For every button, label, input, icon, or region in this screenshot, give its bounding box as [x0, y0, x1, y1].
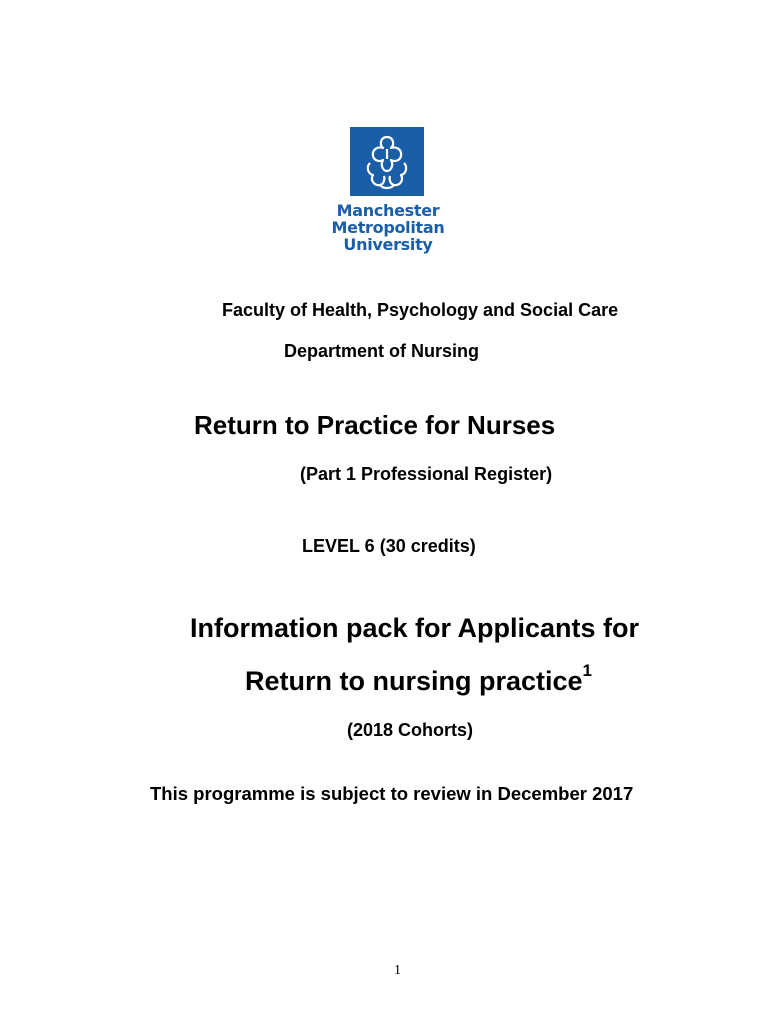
logo-line-university: University — [343, 235, 433, 254]
university-name — [318, 202, 458, 253]
course-level: LEVEL 6 (30 credits) — [302, 536, 476, 556]
info-pack-heading: Information pack for Applicants for — [190, 613, 640, 643]
review-notice: This programme is subject to review in December 2017 — [150, 783, 634, 804]
page-number: 1 — [394, 963, 401, 978]
faculty-name: Faculty of Health, Psychology and Social Care — [222, 300, 619, 320]
course-title: Return to Practice for Nurses — [194, 410, 556, 440]
logo-line-metropolitan: Metropolitan — [331, 218, 445, 237]
return-heading-text: Return to nursing practice — [245, 666, 583, 696]
cohorts-label: (2018 Cohorts) — [347, 720, 474, 740]
return-heading — [245, 661, 593, 697]
mmu-crest-icon — [350, 127, 424, 196]
university-logo — [350, 127, 424, 196]
department-name: Department of Nursing — [284, 341, 480, 361]
footnote-reference[interactable]: 1 — [582, 661, 593, 680]
logo-line-manchester: Manchester — [336, 201, 440, 220]
register-subtitle: (Part 1 Professional Register) — [300, 464, 553, 484]
